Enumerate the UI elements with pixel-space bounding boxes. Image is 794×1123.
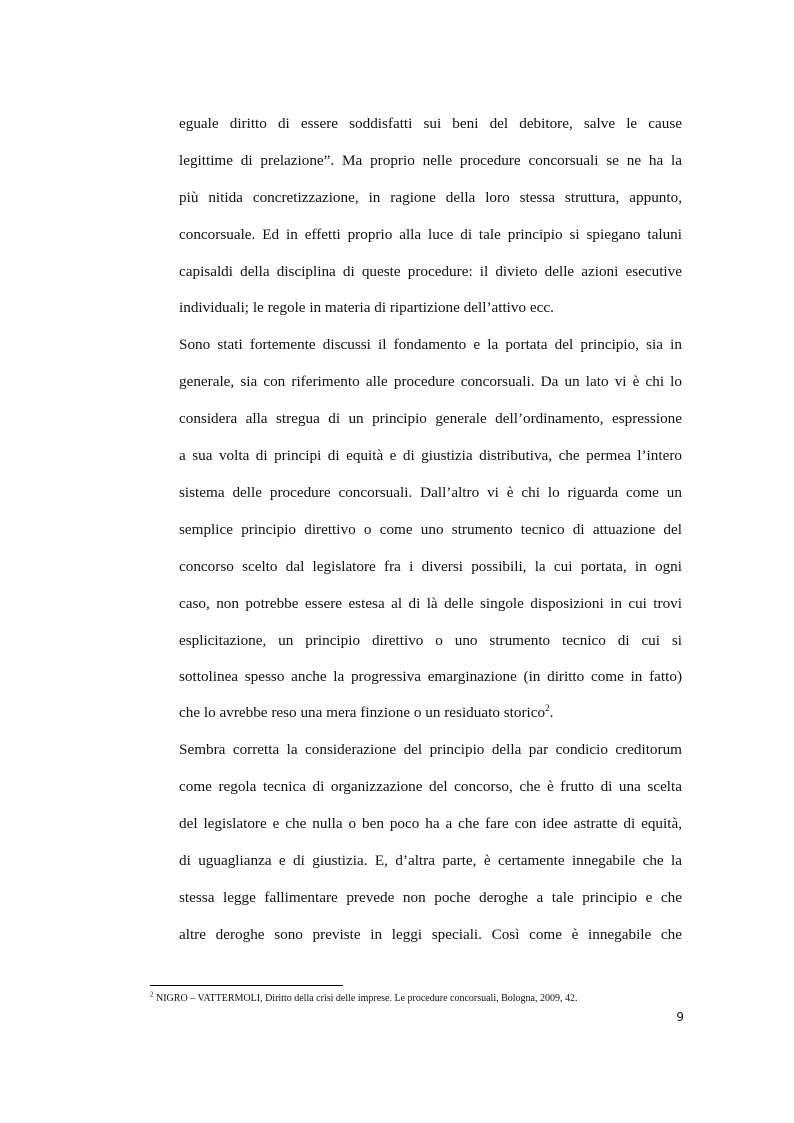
body-line: concorso scelto dal legislatore fra i diversi possibili, la cui portata, in ogni [179,558,682,575]
body-line-with-footnote [179,703,682,723]
body-line: del legislatore e che nulla o ben poco ha a che fare con idee astratte di equità, [179,815,682,832]
body-line: sistema delle procedure concorsuali. Dall’altro vi è chi lo riguarda come un [179,484,682,501]
body-line: Sembra corretta la considerazione del principio della par condicio creditorum [179,741,682,758]
body-line: concorsuale. Ed in effetti proprio alla luce di tale principio si spiegano taluni [179,226,682,243]
body-line: semplice principio direttivo o come uno strumento tecnico di attuazione del [179,521,682,538]
footnote-marker: 2 [150,990,154,999]
page-number: 9 [676,1010,684,1024]
body-line: come regola tecnica di organizzazione del concorso, che è frutto di una scelta [179,778,682,795]
footnote [150,992,710,1005]
sentence-period: . [549,704,554,721]
body-line: di uguaglianza e di giustizia. E, d’altra parte, è certamente innegabile che la [179,852,682,869]
body-line: individuali; le regole in materia di ripartizione dell’attivo ecc. [179,299,554,316]
body-line: più nitida concretizzazione, in ragione della loro stessa struttura, appunto, [179,189,682,206]
body-line: Sono stati fortemente discussi il fondamento e la portata del principio, sia in [179,336,682,353]
footnote-reference[interactable]: 2 [545,702,550,713]
body-line: generale, sia con riferimento alle procedure concorsuali. Da un lato vi è chi lo [179,373,682,390]
body-line: caso, non potrebbe essere estesa al di là delle singole disposizioni in cui trovi [179,595,682,612]
body-line: a sua volta di principi di equità e di giustizia distributiva, che permea l’intero [179,447,682,464]
footnote-separator [150,985,343,986]
body-line: stessa legge fallimentare prevede non poche deroghe a tale principio e che [179,889,682,906]
body-line: sottolinea spesso anche la progressiva emarginazione (in diritto come in fatto) [179,668,682,685]
body-line: capisaldi della disciplina di queste procedure: il divieto delle azioni esecutive [179,263,682,280]
body-line: legittime di prelazione”. Ma proprio nelle procedure concorsuali se ne ha la [179,152,682,169]
footnote-text: NIGRO – VATTERMOLI, Diritto della crisi delle imprese. Le procedure concorsuali, Bologna, 2009, 42. [153,993,578,1004]
body-line: altre deroghe sono previste in leggi speciali. Così come è innegabile che [179,926,682,943]
body-line: considera alla stregua di un principio generale dell’ordinamento, espressione [179,410,682,427]
body-line: eguale diritto di essere soddisfatti sui beni del debitore, salve le cause [179,115,682,132]
body-line-text: che lo avrebbe reso una mera finzione o un residuato storico [179,704,546,721]
body-line: esplicitazione, un principio direttivo o uno strumento tecnico di cui si [179,632,682,649]
